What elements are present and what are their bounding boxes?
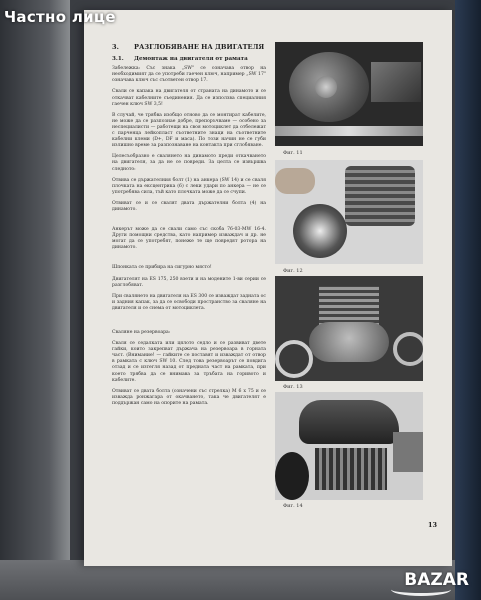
subsection-number: 3.1. [112, 56, 124, 63]
figure-14-caption: Фиг. 14 [283, 503, 303, 509]
subsection-heading [112, 56, 266, 62]
figure-12-photo [275, 160, 423, 264]
binder-cover [455, 0, 481, 600]
paragraph: Шпонката се прибира на сигурно място! [112, 265, 212, 271]
text-column [112, 44, 266, 412]
figure-12-caption: Фиг. 12 [283, 268, 303, 274]
paragraph: Анкерът може да се свали само със скоба 76-03-MW 16-4. Други помощни средства, като например изваждач и др. не могат да се употребят, понеже те ще повредят ротора на динамото. [112, 227, 266, 251]
subheading-tank-removal: Сваляне на резервоара: [112, 330, 171, 335]
table-surface-left [0, 0, 70, 600]
paragraph: Сваля се седалката или цялото седло и се развиват двете гайки, които закрепват държача на резервоара в горната част. (Внимание! — гайките се поставят и изваждат от отвор в рамката с ключ SW 10. След това резервоарът се повдига отзад и се изтегля назад от предната част на рамката, при което трябва да се внимава за тръбата на горивото и кабелите. [112, 341, 266, 383]
section-title: РАЗГЛОБЯВАНЕ НА ДВИГАТЕЛЯ [134, 43, 265, 51]
bazar-logo: BAZAR [404, 570, 469, 590]
subsection-title: Демонтаж на двигателя от рамата [134, 56, 248, 63]
logo-smile-icon [391, 583, 451, 596]
figure-13-caption: Фиг. 13 [283, 384, 303, 390]
paragraph: Двигателят на ES 175, 250 взети и на модените 1-ви серии се разглобяват. [112, 276, 266, 288]
paragraph: Целесъобразно е свалянето на динамото преди откачването на двигателя, за да не се повреди. За целта се извършва следното: [112, 154, 266, 172]
paragraph: Отвиват се двата болта (означени със стрелка) М 6 х 75 и се изважда ронжагара от окачването, така че двигателят е поддържан само на опорите на рамата. [112, 388, 266, 406]
figure-13-photo [275, 276, 423, 381]
section-heading [112, 44, 266, 50]
paragraph: Свали се капака на двигателя от страната на динамото и се откачват кабелните съединения. Да се използва специалния гаечен ключ SW 3,5! [112, 89, 266, 107]
paragraph: Отвива се държателния болт (1) на анкера (SW 14) и се сваля плочката на ексцентрика (6) с леки удари по анкера — не се употребява сила, тъй като плочката може да се счупи. [112, 177, 266, 195]
figure-11-photo [275, 42, 423, 146]
paragraph: При свалянето на двигателя на ES 300 се изваждат задната ос и задния капак, за да се освободи пространство за сваляне на двигателя и се снема от мотоциклета. [112, 293, 266, 311]
watermark-text: Частно лице [4, 8, 116, 26]
figure-14-photo [275, 392, 423, 500]
figure-11-caption: Фиг. 11 [283, 150, 303, 156]
paragraph: В случай, че трябва изобщо отново да се монтират кабелите, не може да се разпознае добре, препоръчваме — особено за неспециалисти — работещи на своя мотоциклет да отбележат с парченца лейкопласт съответните знаци на съответните кабелни клеми (D+, DF и маса). По този начин не се губи излишно време за разпознаване на контакта при сглобяване. [112, 112, 266, 149]
section-number: 3. [112, 43, 119, 51]
page-number: 13 [428, 521, 438, 529]
paragraph-note: Забележка: Със знака „SW" се означава отвор на необходимият да се употреби гаечен ключ, например „SW 17" означава ключ със съответен отвор 17. [112, 66, 266, 84]
paragraph: Отвиват се и се свалят двата държателни болта (4) на динамото. [112, 200, 266, 212]
